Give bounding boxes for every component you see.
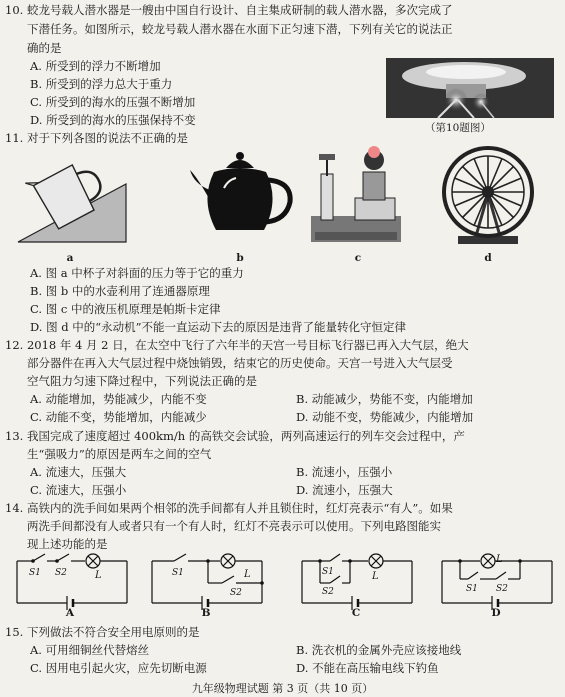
circuit-a-s1-label: S1: [29, 568, 41, 578]
circuit-a-lamp-label: L: [95, 570, 102, 581]
q14-stem-line2: 两洗手间都没有人或者只有一个有人时，红灯不亮表示可以使用。下列电路图能实: [27, 519, 441, 533]
q12-stem-line1: 12. 2018 年 4 月 2 日，在太空中飞行了六年半的天宫一号目标飞行器已再入大气层，绝大: [5, 338, 469, 352]
q13-option-a: A. 流速大，压强大: [30, 465, 127, 479]
figure-c-hydraulic-press: [305, 146, 405, 246]
q15-option-d: D. 不能在高压输电线下钓鱼: [296, 661, 439, 675]
q10-figure-caption: （第10题图）: [425, 122, 491, 134]
q10-option-b: B. 所受到的浮力总大于重力: [30, 77, 173, 91]
q12-option-d: D. 动能不变，势能减少，内能增加: [296, 410, 474, 424]
circuit-d-s1-label: S1: [466, 584, 478, 594]
q15-option-c: C. 因用电引起火灾，应先切断电源: [30, 661, 207, 675]
q10-option-d: D. 所受到的海水的压强保持不变: [30, 113, 196, 127]
circuit-d-lamp-label: L: [496, 554, 503, 565]
circuit-a-label: A: [65, 607, 75, 619]
q13-stem-line2: 生“强吸力”的原因是两车之间的空气: [27, 447, 212, 461]
figure-c-label: c: [354, 252, 362, 264]
q11-option-d: D. 图 d 中的“永动机”不能一直运动下去的原因是违背了能量转化守恒定律: [30, 320, 407, 334]
q14-stem-line3: 现上述功能的是: [27, 537, 108, 551]
q12-option-a: A. 动能增加，势能减少，内能不变: [30, 392, 207, 406]
circuit-d-s2-label: S2: [496, 584, 508, 594]
circuit-a-s2-label: S2: [55, 568, 67, 578]
q10-option-a: A. 所受到的浮力不断增加: [30, 59, 161, 73]
q11-option-c: C. 图 c 中的液压机原理是帕斯卡定律: [30, 302, 221, 316]
q13-option-b: B. 流速小，压强小: [296, 465, 393, 479]
q14-stem-line1: 14. 高铁内的洗手间如果两个相邻的洗手间都有人并且锁住时，红灯亮表示“有人”。如果: [5, 501, 453, 515]
q11-option-a: A. 图 a 中杯子对斜面的压力等于它的重力: [30, 266, 244, 280]
q13-option-d: D. 流速小，压强大: [296, 483, 393, 497]
q10-option-c: C. 所受到的海水的压强不断增加: [30, 95, 196, 109]
circuit-b-s1-label: S1: [172, 568, 184, 578]
q11-option-b: B. 图 b 中的水壶利用了连通器原理: [30, 284, 210, 298]
figure-a-cup-on-incline: [16, 148, 128, 246]
circuit-b-label: B: [201, 607, 211, 619]
q11-stem: 11. 对于下列各图的说法不正确的是: [5, 131, 188, 145]
circuit-d-label: D: [491, 607, 501, 619]
q12-stem-line2: 部分器件在再入大气层过程中烧蚀销毁，结束它的历史使命。天宫一号进入大气层受: [27, 356, 453, 370]
circuit-b-lamp-label: L: [244, 569, 251, 580]
q12-stem-line3: 空气阻力匀速下降过程中，下列说法正确的是: [27, 374, 257, 388]
circuit-c-label: C: [351, 607, 361, 619]
q12-option-b: B. 动能减少，势能不变，内能增加: [296, 392, 473, 406]
submersible-photo: [386, 58, 554, 118]
q10-stem-line1: 10. 蛟龙号载人潜水器是一艘由中国自行设计、自主集成研制的载人潜水器，多次完成了: [5, 3, 453, 17]
circuit-c-s2-label: S2: [322, 587, 334, 597]
page-footer: 九年级物理试题 第 3 页（共 10 页）: [191, 682, 374, 695]
figure-b-label: b: [236, 252, 244, 264]
figure-d-label: d: [484, 252, 492, 264]
q13-option-c: C. 流速大，压强小: [30, 483, 127, 497]
circuit-c-s1-label: S1: [322, 567, 334, 577]
q13-stem-line1: 13. 我国完成了速度超过 400km/h 的高铁交会试验，两列高速运行的列车交会过程中，产: [5, 429, 465, 443]
q10-stem-line3: 确的是: [27, 41, 62, 55]
figure-b-teapot: [188, 148, 298, 246]
q15-option-a: A. 可用细铜丝代替熔丝: [30, 643, 150, 657]
q15-option-b: B. 洗衣机的金属外壳应该接地线: [296, 643, 462, 657]
q15-stem: 15. 下列做法不符合安全用电原则的是: [5, 625, 200, 639]
circuit-c-lamp-label: L: [372, 571, 379, 582]
figure-a-label: a: [66, 252, 74, 264]
q10-stem-line2: 下潜任务。如图所示，蛟龙号载人潜水器在水面下正匀速下潜，下列有关它的说法正: [27, 22, 453, 36]
q12-option-c: C. 动能不变，势能增加，内能减少: [30, 410, 207, 424]
figure-d-perpetual-motion-wheel: [438, 144, 538, 246]
circuit-b-s2-label: S2: [230, 588, 242, 598]
